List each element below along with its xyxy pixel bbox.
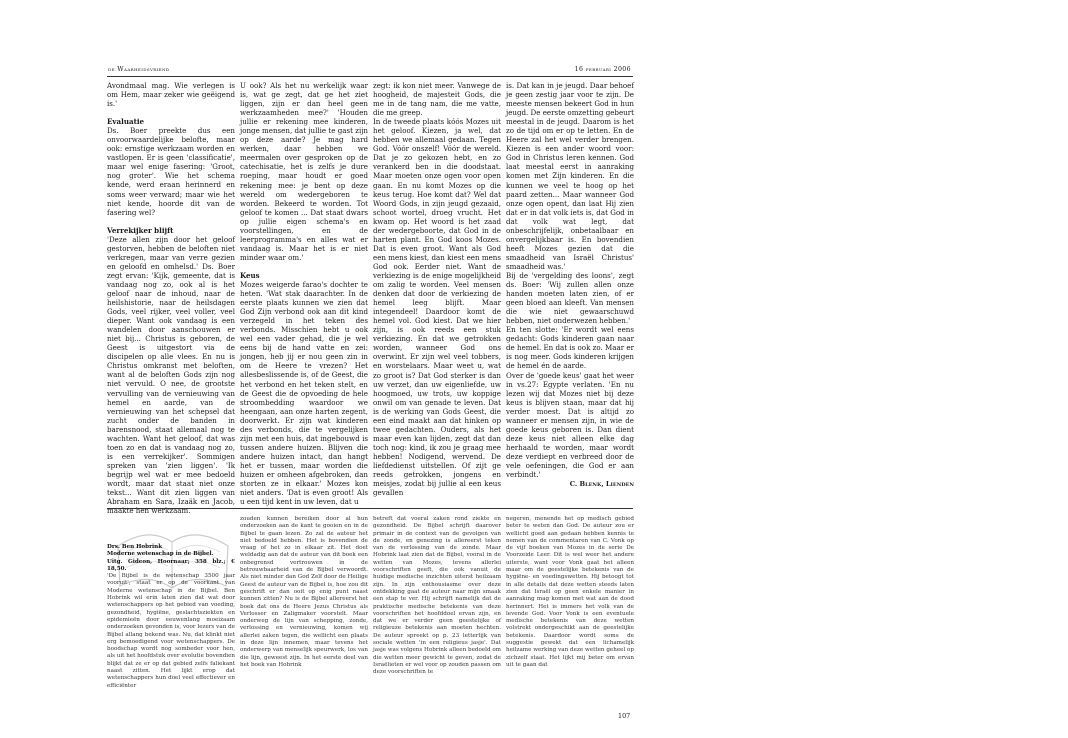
paragraph: In de tweede plaats kóós Mozes uit het geloof. Kiezen, ja wel, dat hebben we allemaal gedaan. Tegen God. Vóór onszelf! Vóór de wereld. Dat je zo gekozen hebt, en zo verankerd ben in die doodstaat. Maar moeten onze ogen voor open gaan. En nu komt Mozes op die keus terug. Hoe komt dat? Wel dat Woord Gods, in zijn jeugd gezaaid, schoot wortel, droeg vrucht. Het kwam op. Het woord is het zaad der wedergeboorte, dat God in de harten plant. En God koos Mozes. Dat is even groot. Want als God een mens kiest, dan kiest een mens God ook. Eerder niet. Want de verkiezing is de enige mogelijkheid om zalig te worden. Veel mensen denken dat door de verkiezing de hemel leeg blijft. Maar integendeel! Daardoor komt de hemel vol. God kiest. Dat we hier zijn, is ook reeds een stuk verkiezing. En dat we getrokken worden, wanneer God ons overwint. Er zijn wel veel tobbers, en worstelaars. Maar weet u, wat zo groot is? Dat God sterker is dan uw verzet, dan uw eigenliefde, uw hoogmoed, uw trots, uw koppige onwil om van genade te leven. Dat is de werking van Gods Geest, die een eind maakt aan dat hinken op twee gedachten. Ouders, als het maar even kan lijden, zegt dat dan toch nog: kind, ik zou je graag mee hebben! Nodigend, wervend. De liefdedienst uitstellen. Of zijt ge reeds getrokken, jongens en meisjes, zodat bij jullie al een keus gevallen <box>373 117 501 498</box>
section-heading-verrekijker: Verrekijker blijft <box>107 225 174 235</box>
issue-date: 16 februari 2006 <box>574 66 631 73</box>
running-header <box>107 66 633 77</box>
paragraph: Over de 'goede keus' gaat het weer in vs.27: Egypte verlaten. 'En nu lezen wij dat Mozes niet bij deze keus is blijven staan, maar dat hij verder moest. Dat is altijd zo wanneer er mensen zijn, in wie de goede keus geboren is. Dan dient deze keus niet alleen elke dag herhaald te worden, maar wordt deze verdiept en verbreed door de vele oefeningen, die God er aan verbindt.' <box>506 370 634 480</box>
publication-name: de Waarheidsvriend <box>108 66 170 73</box>
review-publisher: Uitg. Gideon, Hoornaar; 358 blz.; € 18,50. <box>107 558 235 572</box>
paragraph: Ds. Boer preekte dus een onvoorwaardelijke belofte, maar ook: ernstige werkzaam worden en vastlopen. Er is geen 'classificatie', maar wel enige fasering: 'Groot, nog groter'. Wie het schema kende, werd eraan herinnerd en soms weer verward; maar wie het niet kende, hoorde dit van de fasering wel? <box>107 126 235 217</box>
paragraph: En ten slotte: 'Er wordt wel eens gedacht: Gods kinderen gaan naar de hemel. En dat is ook zo. Maar er is nog meer. Gods kinderen krijgen de hemel én de aarde. <box>506 325 634 371</box>
paragraph: is. Dat kan in je jeugd. Daar behoef je geen zestig jaar voor te zijn. De meeste mensen bekeert God in hun jeugd. De eerste omzetting gebeurt meestal in de jeugd. Daarom is het zo de tijd om er op te letten. En de Heere zal het wel verder brengen. Kiezen is een ander woord voor: God in Christus leren kennen. God laat meestal eerst in aanraking komen met Zijn kinderen. En die kunnen we veel te hoog op het paard zetten... Maar wanneer God onze ogen opent, dan laat Hij zien dat er in dat volk iets is, dat God in dat volk wat legt, dat onbeschrijfelijk, onbetaalbaar en onvergelijkbaar is. En bovendien heeft Mozes gezien dat die smaadheid van Israël Christus' smaadheid was.' <box>506 81 634 271</box>
paragraph: zouden kunnen bereiken door al hun onderzoeken aan de kant te gooien en in de Bijbel te gaan lezen. Zo zal de auteur het niet bedoeld hebben. Het is bovendien de vraag of het zo in elkaar zit. Het doet weldadig aan dat de auteur van dit boek een onbegrensd vertrouwen in de betrouwbaarheid van de Bijbel verwoordt. Als niet minder dan God Zelf door de Heilige Geest de auteur van de Bijbel is, hoe zou dit geschrift er dan ooit op enig punt naast kunnen zitten? Nu is de Bijbel allereerst het boek dat ons de Heere Jezus Christus als Verlosser en Zaligmaker voorstelt. Maar onderweg de lijn van schepping, zonde, verlossing en vernieuwing, komen wij allerlei zaken tegen, die wellicht een plaats in deze lijn innemen, maar tevens het onderwerp van menselijk speurwerk, los van die lijn, geweest zijn. In het eerste deel van het boek van Hobrink <box>240 516 368 668</box>
paragraph: 'Deze allen zijn door het geloof gestorven, hebben de beloften niet verkregen, maar van verre gezien en geloofd en omhelsd.' Ds. Boer zegt ervan: 'Kijk, gemeente, dat is vandaag nog zo, ook al is het geloof naar de inhoud, naar de heilshistorie, naar de heilsdagen Gods, veel rijker, veel voller, veel dieper. Want ook vandaag is een wandelen door aanschouwen er niet bij... Christus is geboren, de Geest is uitgestort via de discipelen op alle vlees. En nu is Christus omkranst met beloften, want al de beloften Gods zijn nog niet vervuld. O nee, de grootste vervulling van de vernieuwing van hemel en aarde, van de vernieuwing van het schepsel dat zucht onder de banden in barensnood, staat allemaal nog te wachten. Want het geloof, dat was toen zo en dat is vandaag nog zo, is een verrekijker'. Sommigen spreken van 'zien liggen'. 'Ik begrijp wel wat er mee bedoeld wordt, maar dat staat niet onze tekst... Want dit zien liggen van Abraham en Sara, Izaäk en Jacob, maakte hen werkzaam. <box>107 234 235 516</box>
author-signature: C. Blenk, Lienden <box>569 480 634 489</box>
paragraph: negeren, menende het op medisch gebied beter te weten dan God. De auteur zou er wellicht goed aan gedaan hebben kennis te nemen van de commentaren van C. Vonk op de vijf boeken van Mozes in de serie De Voorzeide Leer. Dit is wel weer het andere uiterste, want voor Vonk gaat het alleen maar om de geestelijke betekenis van de hygiëne- en voedingswetten. Hij betoogt tot in alle details dat deze wetten steeds laten zien dat Israël op geen enkele manier in aanraking mag komen met wat aan de dood herinnert. Het is immers het volk van de levende God. Voor Vonk is een eventuele medische betekenis van deze wetten volstrekt ondergeschikt aan de geestelijke betekenis. Daardoor wordt soms de suggestie gewekt dat een lichamelijk heilzame werking van deze wetten geheel op zichzelf staat. Het lijkt mij beter om ervan uit te gaan dat <box>506 516 634 668</box>
review-book-title: Moderne wetenschap in de Bijbel. <box>107 551 214 558</box>
paragraph: Mozes weigerde farao's dochter te heten. 'Wat stak daarachter. In de eerste plaats kunnen we zien dat God Zijn verbond ook aan dit kind verzegeld in het teken des verbonds. Misschien hebt u ook wel een vader gehad, die je wel eens bij de hand vatte en zei: jongen, heb jij er nou geen zin in om de Heere te vrezen? Het allesbeslissende is, of de Geest, die het verbond en het teken stelt, en de Geest die de opvoeding de hele stroombedding waardoor we heengaan, aan onze harten zegent, doorwerkt. Er zijn wat kinderen des verbonds, die te vergelijken zijn met een huis, dat ingebouwd is tussen andere huizen. Blijven die andere huizen intact, dan hangt het er tussen, maar worden die huizen er omheen afgebroken, dan storten ze in elkaar.' Mozes kon niet anders. 'Dat is even groot! Als u een tijd kent in uw leven, dat u <box>240 279 368 507</box>
section-divider <box>107 508 633 509</box>
section-heading-evaluatie: Evaluatie <box>107 117 145 127</box>
paragraph: betreft dat voeral zaken rond ziekte en gezondheid. De Bijbel schrijft daarover primair in de context van de gevolgen van de zonde, en genezing is allereerst teken van de verlossing van de zonde. Maar Hobrink laat zien dat de Bijbel, vooral in de wetten van Mozes, tevens allerlei voorschriften geeft, die ook vanuit de huidige medische inzichten uiterst heilzaam zijn. In zijn enthousiasme over deze ontdekking gaat de auteur naar mijn smaak een stap te ver. Hij schrijft namelijk dat de praktische medische betekenis van deze voorschriften het hoofddoel ervan zijn, en dat we er verder geen geestelijke of religieuze betekenis aan moeten hechten. De auteur spreekt op p. 23 letterlijk van sociale wetten 'in een religieus jasje'. Dat jasje was volgens Hobrink alleen bedoeld om die wetten meer gewicht te geven, zodat de Israëlieten er wel voor op zouden passen om deze voorschriften te <box>373 516 501 676</box>
review-column-3 <box>373 516 501 677</box>
page-number: 107 <box>618 712 631 720</box>
review-column-2 <box>240 516 368 669</box>
article-column-3 <box>373 81 501 497</box>
paragraph: Bij de 'vergelding des loons', zegt ds. Boer: 'Wij zullen allen onze handen moeten laten zien, of er geen bloed aan kleeft. Van mensen die wie niet gewaarschuwd hebben, niet onderwezen hebben.' <box>506 270 634 326</box>
section-heading-keus: Keus <box>240 270 260 280</box>
review-author: Drs. Ben Hobrink <box>107 544 163 550</box>
article-column-1 <box>107 81 235 515</box>
article-column-4 <box>506 81 634 489</box>
paragraph: 'De Bijbel is de wetenschap 3500 jaar vooruit', staat er op de voorkant van Moderne wetenschap in de Bijbel. Ben Hobrink wil erin laten zien dat wat door wetenschappers op het gebied van voeding, gezondheid, hygiëne, geslachtsziekten en epidemieën door eeuwenlang moeizaam onderzoeken gevonden is, voor lezers van de Bijbel allang bekend was. Nu, dat klinkt niet erg bemoedigend voor wetenschappers. De boodschap wordt nog sombeder voor hen, als uit het hoofdstuk over evolutie bovendien blijkt dat ze er op dat gebied zelfs faliekant naast zitten. Het lijkt erop dat wetenschappers hun doel veel effectiever en efficiënter <box>107 573 235 689</box>
review-column-1 <box>107 544 235 690</box>
paragraph: U ook? Als het nu werkelijk waar is, wat ge zegt, dat ge het ziet liggen, zijn er dan heel geen werkzaamheden mee?' 'Houden jullie er rekening mee kinderen, jonge mensen, dat jullie te gast zijn op deze aarde? Je mag hard werken, daar hebben we meermalen over gesproken op de catechisatie, het is zelfs je dure roeping, maar houdt er goed rekening mee: je bent op deze wereld om wedergeboren te worden. Bekeerd te worden. Tot geloof te komen ... Dat staat dwars op jullie eigen schema's en voorstellingen, en de leerprogramma's en alles wat er vandaag is. Maar het is er niet minder waar om.' <box>240 81 368 262</box>
review-column-4 <box>506 516 634 669</box>
paragraph: Avondmaal mag. Wie verlegen is om Hem, maar zeker wie geëigend is.' <box>107 81 235 109</box>
paragraph: zegt: ik kon niet meer. Vanwege de hoogheid, de majesteit Gods, die me in de tang nam, die me vatte, die me greep. <box>373 81 501 118</box>
article-column-2 <box>240 81 368 506</box>
